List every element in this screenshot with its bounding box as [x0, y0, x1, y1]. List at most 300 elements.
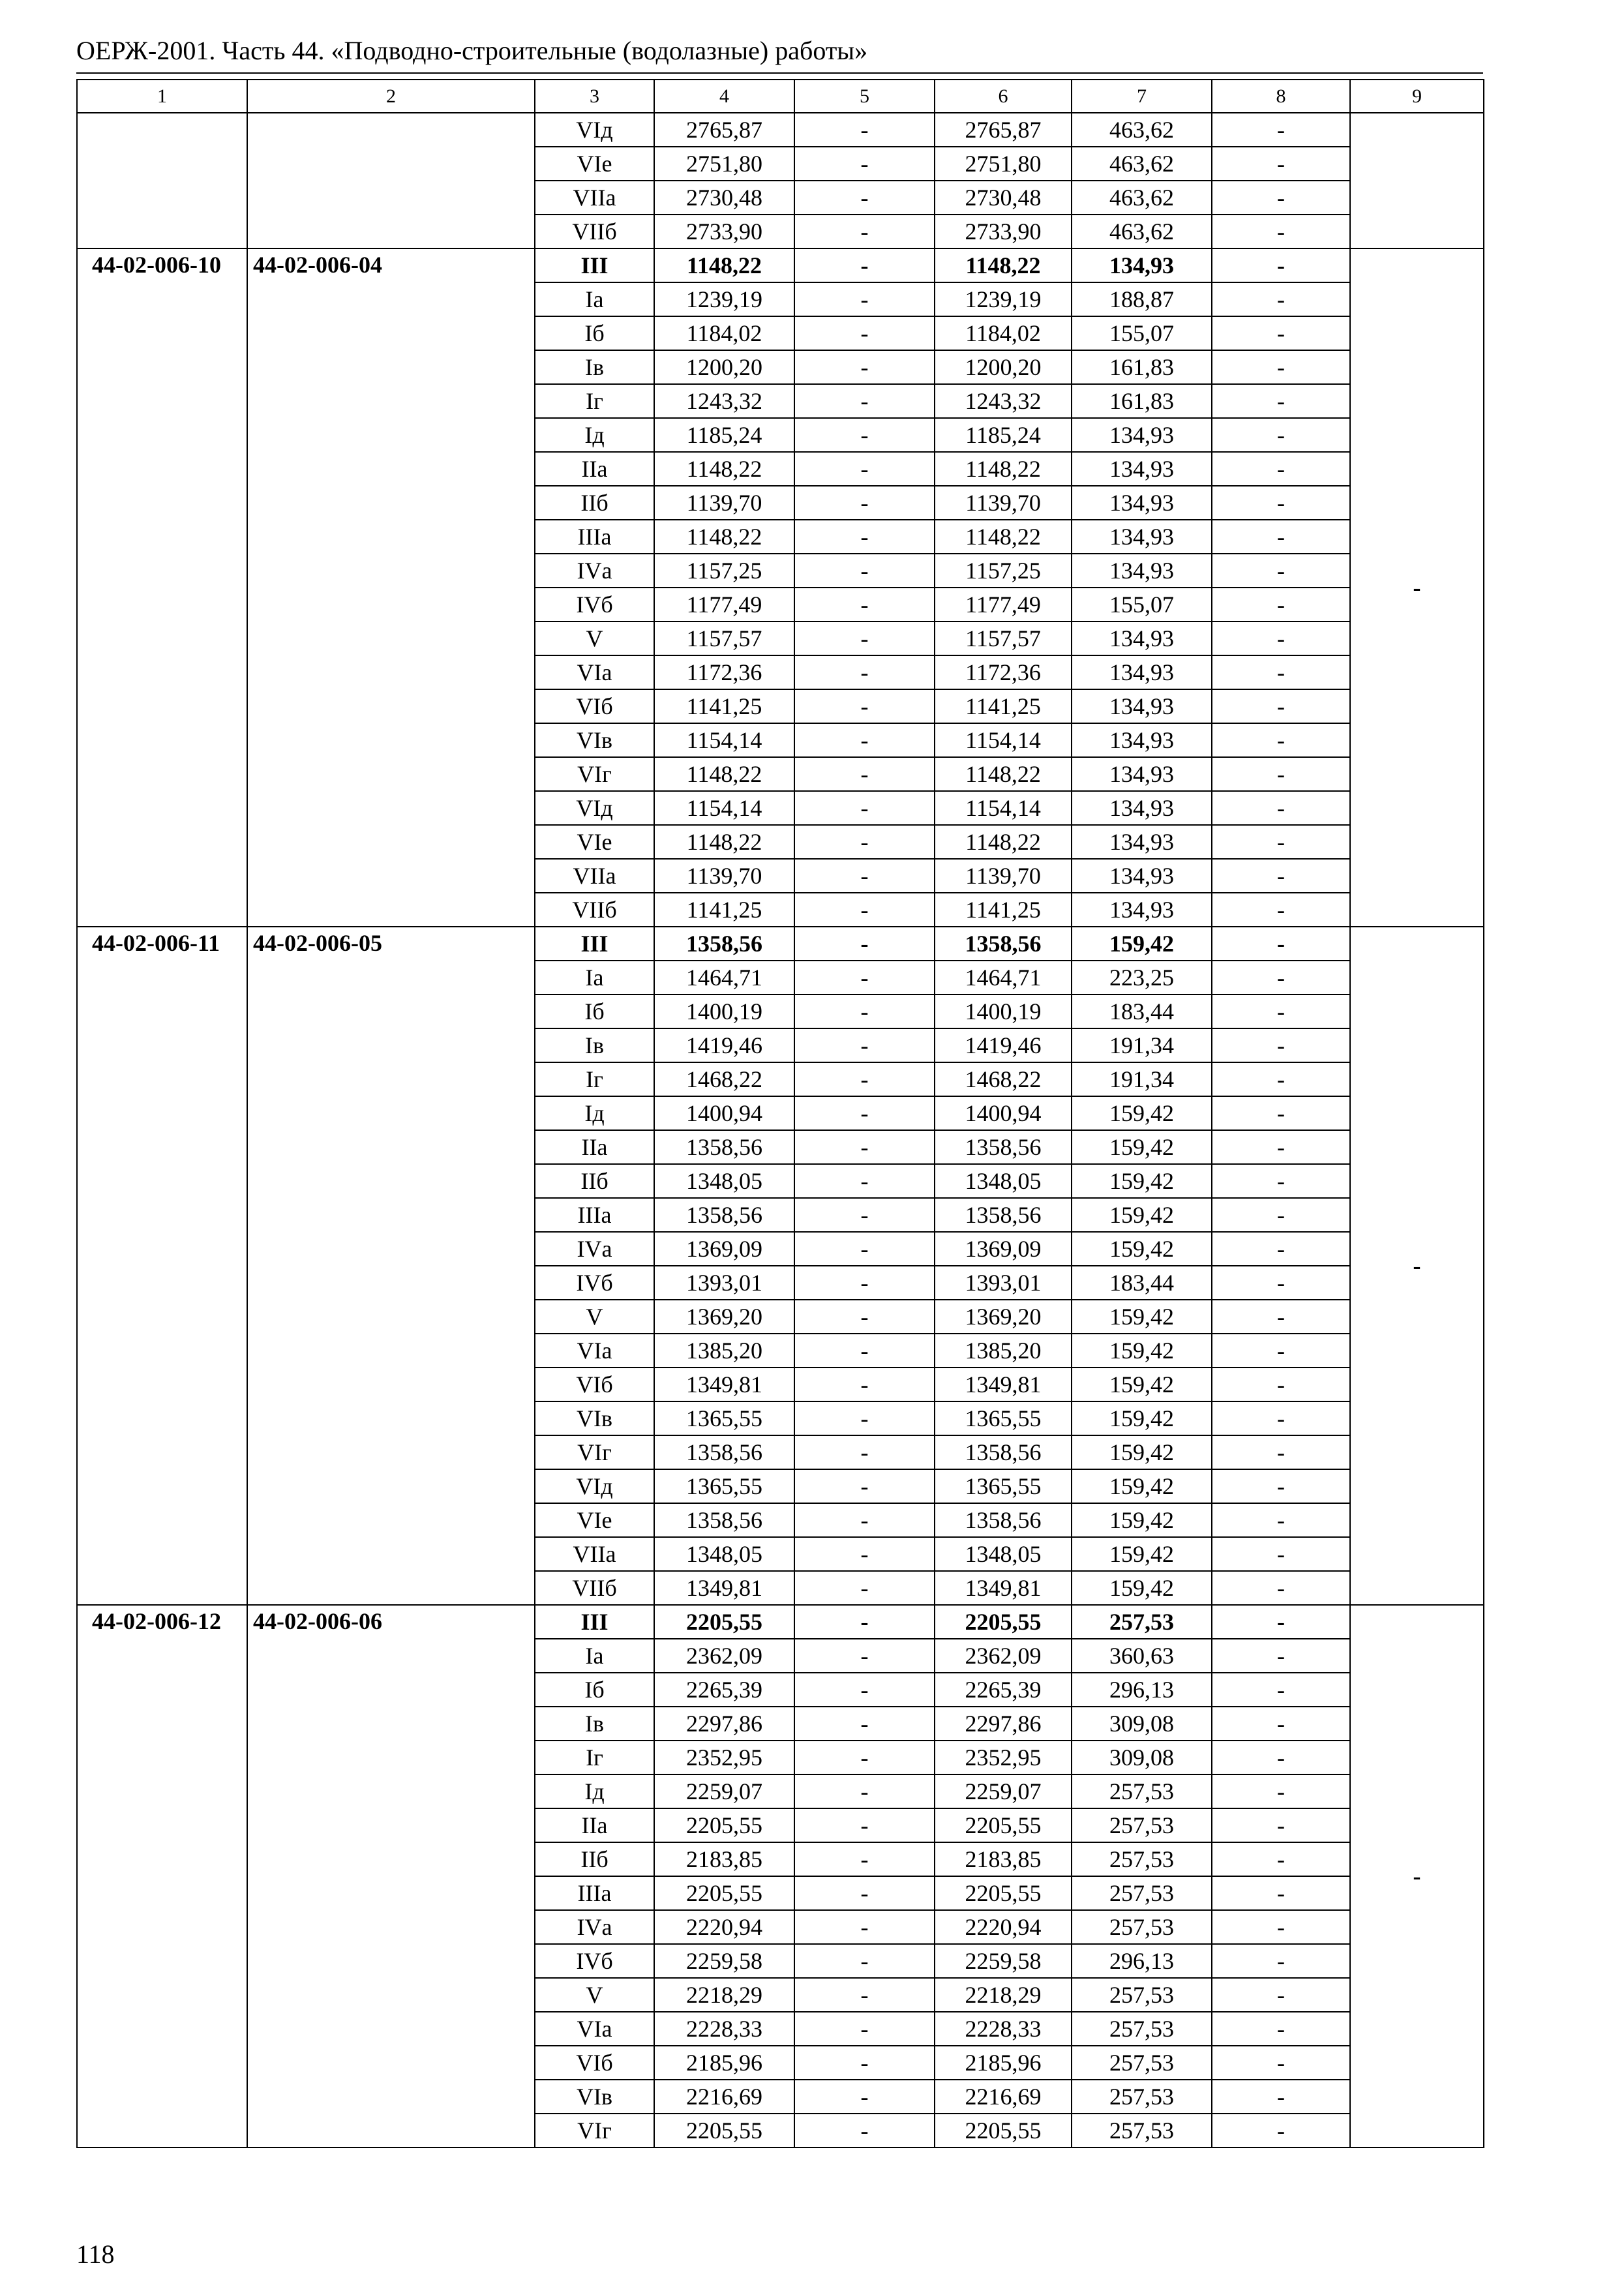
region-cell: III: [535, 1605, 654, 1639]
col7-value: 183,44: [1072, 995, 1212, 1028]
table-row: [77, 1605, 1484, 1639]
col4-value: 2218,29: [654, 1978, 794, 2012]
col4-value: 2265,39: [654, 1673, 794, 1707]
col8-value: -: [1212, 520, 1350, 554]
col6-value: 2185,96: [935, 2046, 1072, 2080]
col4-value: 2205,55: [654, 1808, 794, 1842]
col4-value: 2220,94: [654, 1910, 794, 1944]
col6-value: 1349,81: [935, 1571, 1072, 1605]
col7-value: 257,53: [1072, 1808, 1212, 1842]
col6-value: 2362,09: [935, 1639, 1072, 1673]
col8-value: -: [1212, 2046, 1350, 2080]
col5-value: -: [794, 1164, 935, 1198]
col4-value: 1148,22: [654, 757, 794, 791]
col8-value: -: [1212, 621, 1350, 655]
col5-value: -: [794, 961, 935, 995]
column-header: 8: [1212, 80, 1350, 113]
col5-value: -: [794, 452, 935, 486]
col6-value: 2205,55: [935, 2114, 1072, 2147]
col5-value: -: [794, 791, 935, 825]
col7-value: 257,53: [1072, 1978, 1212, 2012]
region-cell: VIб: [535, 2046, 654, 2080]
region-cell: Iб: [535, 316, 654, 350]
col5-value: -: [794, 927, 935, 961]
col6-value: 2183,85: [935, 1842, 1072, 1876]
col6-value: 1365,55: [935, 1469, 1072, 1503]
col7-value: 309,08: [1072, 1741, 1212, 1774]
col5-value: -: [794, 554, 935, 588]
region-cell: Iд: [535, 418, 654, 452]
col6-value: 2733,90: [935, 215, 1072, 248]
col6-value: 1154,14: [935, 723, 1072, 757]
col5-value: -: [794, 1910, 935, 1944]
column-header: 7: [1072, 80, 1212, 113]
col5-value: -: [794, 1673, 935, 1707]
col8-value: -: [1212, 1741, 1350, 1774]
col4-value: 1369,09: [654, 1232, 794, 1266]
region-cell: IIа: [535, 1130, 654, 1164]
column-header: 9: [1350, 80, 1484, 113]
col4-value: 1358,56: [654, 927, 794, 961]
col5-value: -: [794, 1401, 935, 1435]
region-cell: VIIа: [535, 181, 654, 215]
region-cell: IIб: [535, 1164, 654, 1198]
col6-value: 1358,56: [935, 1130, 1072, 1164]
region-cell: Iв: [535, 1707, 654, 1741]
col5-value: -: [794, 1808, 935, 1842]
table-body: [77, 113, 1484, 2147]
col7-value: 134,93: [1072, 757, 1212, 791]
col6-value: 1185,24: [935, 418, 1072, 452]
col7-value: 257,53: [1072, 1876, 1212, 1910]
column-header: 4: [654, 80, 794, 113]
col8-value: -: [1212, 1435, 1350, 1469]
col4-value: 2205,55: [654, 1605, 794, 1639]
col5-value: -: [794, 1096, 935, 1130]
col7-value: 134,93: [1072, 621, 1212, 655]
col5-value: -: [794, 2114, 935, 2147]
col6-value: 1239,19: [935, 282, 1072, 316]
col6-value: 1468,22: [935, 1062, 1072, 1096]
table-row: [77, 248, 1484, 282]
col8-value: -: [1212, 1774, 1350, 1808]
col4-value: 2733,90: [654, 215, 794, 248]
col5-value: -: [794, 655, 935, 689]
col4-value: 2228,33: [654, 2012, 794, 2046]
col4-value: 1154,14: [654, 723, 794, 757]
col7-value: 161,83: [1072, 350, 1212, 384]
col4-value: 1148,22: [654, 248, 794, 282]
col8-value: -: [1212, 1232, 1350, 1266]
col7-value: 257,53: [1072, 1774, 1212, 1808]
col8-value: -: [1212, 1062, 1350, 1096]
col4-value: 2216,69: [654, 2080, 794, 2114]
col6-value: 1148,22: [935, 520, 1072, 554]
col8-value: -: [1212, 2080, 1350, 2114]
col6-value: 2205,55: [935, 1876, 1072, 1910]
region-cell: VIб: [535, 689, 654, 723]
col7-value: 134,93: [1072, 418, 1212, 452]
col4-value: 1148,22: [654, 452, 794, 486]
col5-value: -: [794, 1707, 935, 1741]
col9-value: [1350, 113, 1484, 248]
col6-value: 2220,94: [935, 1910, 1072, 1944]
region-cell: Iб: [535, 995, 654, 1028]
col4-value: 1400,19: [654, 995, 794, 1028]
col6-value: 1369,09: [935, 1232, 1072, 1266]
region-cell: III: [535, 248, 654, 282]
col5-value: -: [794, 1469, 935, 1503]
col5-value: -: [794, 1944, 935, 1978]
col8-value: -: [1212, 452, 1350, 486]
col7-value: 161,83: [1072, 384, 1212, 418]
col6-value: 2216,69: [935, 2080, 1072, 2114]
col8-value: -: [1212, 1164, 1350, 1198]
col5-value: -: [794, 1435, 935, 1469]
col6-value: 1200,20: [935, 350, 1072, 384]
col4-value: 1468,22: [654, 1062, 794, 1096]
col4-value: 2183,85: [654, 1842, 794, 1876]
col7-value: 159,42: [1072, 1096, 1212, 1130]
col4-value: 1185,24: [654, 418, 794, 452]
region-cell: VIа: [535, 1334, 654, 1368]
col5-value: -: [794, 282, 935, 316]
col8-value: -: [1212, 486, 1350, 520]
col6-value: 2205,55: [935, 1808, 1072, 1842]
col4-value: 1139,70: [654, 486, 794, 520]
col7-value: 188,87: [1072, 282, 1212, 316]
col8-value: -: [1212, 1503, 1350, 1537]
col5-value: -: [794, 147, 935, 181]
col9-value: -: [1350, 927, 1484, 1605]
col5-value: -: [794, 995, 935, 1028]
col9-value: -: [1350, 248, 1484, 927]
col7-value: 159,42: [1072, 1232, 1212, 1266]
region-cell: Iг: [535, 1062, 654, 1096]
col5-value: -: [794, 520, 935, 554]
col4-value: 2730,48: [654, 181, 794, 215]
col4-value: 1157,57: [654, 621, 794, 655]
col7-value: 463,62: [1072, 181, 1212, 215]
col4-value: 1358,56: [654, 1130, 794, 1164]
col7-value: 463,62: [1072, 147, 1212, 181]
region-cell: Iд: [535, 1774, 654, 1808]
col4-value: 1157,25: [654, 554, 794, 588]
col6-value: 1385,20: [935, 1334, 1072, 1368]
region-cell: IVб: [535, 588, 654, 621]
col8-value: -: [1212, 1334, 1350, 1368]
region-cell: Iа: [535, 282, 654, 316]
col5-value: -: [794, 1741, 935, 1774]
col7-value: 296,13: [1072, 1944, 1212, 1978]
col4-value: 1385,20: [654, 1334, 794, 1368]
col5-value: -: [794, 1978, 935, 2012]
col4-value: 1200,20: [654, 350, 794, 384]
col7-value: 159,42: [1072, 1130, 1212, 1164]
col7-value: 159,42: [1072, 1469, 1212, 1503]
col4-value: 2259,58: [654, 1944, 794, 1978]
table-row: [77, 113, 1484, 147]
page-header: ОЕРЖ-2001. Часть 44. «Подводно-строительные (водолазные) работы»: [76, 36, 868, 65]
column-header: 3: [535, 80, 654, 113]
col6-value: 1184,02: [935, 316, 1072, 350]
col4-value: 2297,86: [654, 1707, 794, 1741]
col6-value: 1177,49: [935, 588, 1072, 621]
col6-value: 2265,39: [935, 1673, 1072, 1707]
col6-value: 2765,87: [935, 113, 1072, 147]
col7-value: 159,42: [1072, 1537, 1212, 1571]
col8-value: -: [1212, 215, 1350, 248]
col8-value: -: [1212, 554, 1350, 588]
region-cell: III: [535, 927, 654, 961]
col6-value: 1400,19: [935, 995, 1072, 1028]
region-cell: VIе: [535, 147, 654, 181]
col5-value: -: [794, 723, 935, 757]
region-cell: V: [535, 621, 654, 655]
col8-value: -: [1212, 1028, 1350, 1062]
region-cell: IIб: [535, 1842, 654, 1876]
col7-value: 223,25: [1072, 961, 1212, 995]
region-cell: VIа: [535, 2012, 654, 2046]
col4-value: 1172,36: [654, 655, 794, 689]
col5-value: -: [794, 1503, 935, 1537]
col4-value: 2362,09: [654, 1639, 794, 1673]
region-cell: VIе: [535, 1503, 654, 1537]
col5-value: -: [794, 1028, 935, 1062]
col7-value: 134,93: [1072, 791, 1212, 825]
col8-value: -: [1212, 248, 1350, 282]
col4-value: 1141,25: [654, 893, 794, 927]
col5-value: -: [794, 1062, 935, 1096]
col8-value: -: [1212, 859, 1350, 893]
region-cell: VIг: [535, 757, 654, 791]
base-code-cell: 44-02-006-05: [247, 927, 535, 1605]
col8-value: -: [1212, 384, 1350, 418]
col4-value: 1358,56: [654, 1435, 794, 1469]
region-cell: VIIб: [535, 215, 654, 248]
col5-value: -: [794, 215, 935, 248]
col6-value: 1349,81: [935, 1368, 1072, 1401]
col6-value: 1139,70: [935, 859, 1072, 893]
col4-value: 1177,49: [654, 588, 794, 621]
region-cell: IIб: [535, 486, 654, 520]
col4-value: 1184,02: [654, 316, 794, 350]
region-cell: IVа: [535, 554, 654, 588]
col4-value: 1464,71: [654, 961, 794, 995]
region-cell: IVа: [535, 1910, 654, 1944]
col5-value: -: [794, 418, 935, 452]
column-number-row: [77, 80, 1484, 113]
col5-value: -: [794, 825, 935, 859]
region-cell: Iб: [535, 1673, 654, 1707]
region-cell: VIIб: [535, 1571, 654, 1605]
col7-value: 134,93: [1072, 452, 1212, 486]
table-row: [77, 927, 1484, 961]
col8-value: -: [1212, 1605, 1350, 1639]
region-cell: VIд: [535, 113, 654, 147]
col6-value: 1148,22: [935, 452, 1072, 486]
col5-value: -: [794, 1605, 935, 1639]
col5-value: -: [794, 1368, 935, 1401]
col7-value: 309,08: [1072, 1707, 1212, 1741]
col8-value: -: [1212, 1096, 1350, 1130]
region-cell: IIIа: [535, 1876, 654, 1910]
col7-value: 159,42: [1072, 1300, 1212, 1334]
region-cell: VIг: [535, 2114, 654, 2147]
col8-value: -: [1212, 825, 1350, 859]
col4-value: 1358,56: [654, 1198, 794, 1232]
col5-value: -: [794, 248, 935, 282]
col6-value: 1157,57: [935, 621, 1072, 655]
col8-value: -: [1212, 961, 1350, 995]
col6-value: 1141,25: [935, 689, 1072, 723]
col5-value: -: [794, 350, 935, 384]
rate-code-cell: 44-02-006-10: [77, 248, 247, 927]
col6-value: 1348,05: [935, 1537, 1072, 1571]
col5-value: -: [794, 1266, 935, 1300]
col5-value: -: [794, 1130, 935, 1164]
col8-value: -: [1212, 1368, 1350, 1401]
col4-value: 1365,55: [654, 1469, 794, 1503]
col7-value: 155,07: [1072, 316, 1212, 350]
column-header: 1: [77, 80, 247, 113]
col5-value: -: [794, 1300, 935, 1334]
col8-value: -: [1212, 588, 1350, 621]
col7-value: 159,42: [1072, 1368, 1212, 1401]
col6-value: 2352,95: [935, 1741, 1072, 1774]
region-cell: VIб: [535, 1368, 654, 1401]
col6-value: 2730,48: [935, 181, 1072, 215]
col4-value: 1393,01: [654, 1266, 794, 1300]
col6-value: 1172,36: [935, 655, 1072, 689]
col8-value: -: [1212, 1571, 1350, 1605]
col8-value: -: [1212, 689, 1350, 723]
col8-value: -: [1212, 1198, 1350, 1232]
base-code-cell: [247, 113, 535, 248]
region-cell: IIIа: [535, 1198, 654, 1232]
col7-value: 257,53: [1072, 1842, 1212, 1876]
col7-value: 191,34: [1072, 1062, 1212, 1096]
region-cell: IIа: [535, 452, 654, 486]
col7-value: 159,42: [1072, 1571, 1212, 1605]
col6-value: 1243,32: [935, 384, 1072, 418]
col6-value: 1148,22: [935, 248, 1072, 282]
region-cell: Iв: [535, 350, 654, 384]
col7-value: 257,53: [1072, 2012, 1212, 2046]
col7-value: 360,63: [1072, 1639, 1212, 1673]
col8-value: -: [1212, 927, 1350, 961]
col5-value: -: [794, 1232, 935, 1266]
col4-value: 1349,81: [654, 1571, 794, 1605]
col8-value: -: [1212, 1639, 1350, 1673]
col5-value: -: [794, 316, 935, 350]
col5-value: -: [794, 2080, 935, 2114]
col7-value: 463,62: [1072, 113, 1212, 147]
column-header: 2: [247, 80, 535, 113]
col5-value: -: [794, 1334, 935, 1368]
col7-value: 134,93: [1072, 825, 1212, 859]
col7-value: 159,42: [1072, 1334, 1212, 1368]
col4-value: 2765,87: [654, 113, 794, 147]
col8-value: -: [1212, 893, 1350, 927]
col7-value: 134,93: [1072, 486, 1212, 520]
col5-value: -: [794, 113, 935, 147]
region-cell: VIе: [535, 825, 654, 859]
region-cell: V: [535, 1300, 654, 1334]
col4-value: 2205,55: [654, 2114, 794, 2147]
rates-table: [76, 79, 1484, 2148]
col8-value: -: [1212, 1944, 1350, 1978]
col6-value: 1157,25: [935, 554, 1072, 588]
col7-value: 134,93: [1072, 723, 1212, 757]
col4-value: 2185,96: [654, 2046, 794, 2080]
col4-value: 1243,32: [654, 384, 794, 418]
col8-value: -: [1212, 1469, 1350, 1503]
col5-value: -: [794, 1537, 935, 1571]
col5-value: -: [794, 1774, 935, 1808]
header-rule: [76, 72, 1483, 74]
col8-value: -: [1212, 2012, 1350, 2046]
col7-value: 159,42: [1072, 1401, 1212, 1435]
col6-value: 1464,71: [935, 961, 1072, 995]
col8-value: -: [1212, 1130, 1350, 1164]
col5-value: -: [794, 757, 935, 791]
col6-value: 1419,46: [935, 1028, 1072, 1062]
col6-value: 1141,25: [935, 893, 1072, 927]
col5-value: -: [794, 384, 935, 418]
base-code-cell: 44-02-006-04: [247, 248, 535, 927]
col9-value: -: [1350, 1605, 1484, 2147]
col7-value: 159,42: [1072, 927, 1212, 961]
region-cell: VIд: [535, 1469, 654, 1503]
region-cell: Iг: [535, 1741, 654, 1774]
col8-value: -: [1212, 147, 1350, 181]
col6-value: 2228,33: [935, 2012, 1072, 2046]
region-cell: VIIа: [535, 1537, 654, 1571]
column-header: 5: [794, 80, 935, 113]
col8-value: -: [1212, 2114, 1350, 2147]
col6-value: 2751,80: [935, 147, 1072, 181]
region-cell: VIв: [535, 2080, 654, 2114]
region-cell: Iа: [535, 961, 654, 995]
region-cell: IIа: [535, 1808, 654, 1842]
col6-value: 2297,86: [935, 1707, 1072, 1741]
col5-value: -: [794, 588, 935, 621]
col6-value: 1358,56: [935, 927, 1072, 961]
col5-value: -: [794, 181, 935, 215]
col7-value: 296,13: [1072, 1673, 1212, 1707]
col5-value: -: [794, 1198, 935, 1232]
col7-value: 134,93: [1072, 655, 1212, 689]
col8-value: -: [1212, 418, 1350, 452]
col8-value: -: [1212, 1707, 1350, 1741]
region-cell: Iв: [535, 1028, 654, 1062]
base-code-cell: 44-02-006-06: [247, 1605, 535, 2147]
page-number: 118: [76, 2239, 115, 2269]
col4-value: 1365,55: [654, 1401, 794, 1435]
col5-value: -: [794, 486, 935, 520]
rate-code-cell: [77, 113, 247, 248]
region-cell: IIIа: [535, 520, 654, 554]
region-cell: IVб: [535, 1944, 654, 1978]
rate-code-cell: 44-02-006-12: [77, 1605, 247, 2147]
col5-value: -: [794, 2046, 935, 2080]
col5-value: -: [794, 689, 935, 723]
col8-value: -: [1212, 723, 1350, 757]
col6-value: 1348,05: [935, 1164, 1072, 1198]
col8-value: -: [1212, 1876, 1350, 1910]
col4-value: 1348,05: [654, 1164, 794, 1198]
